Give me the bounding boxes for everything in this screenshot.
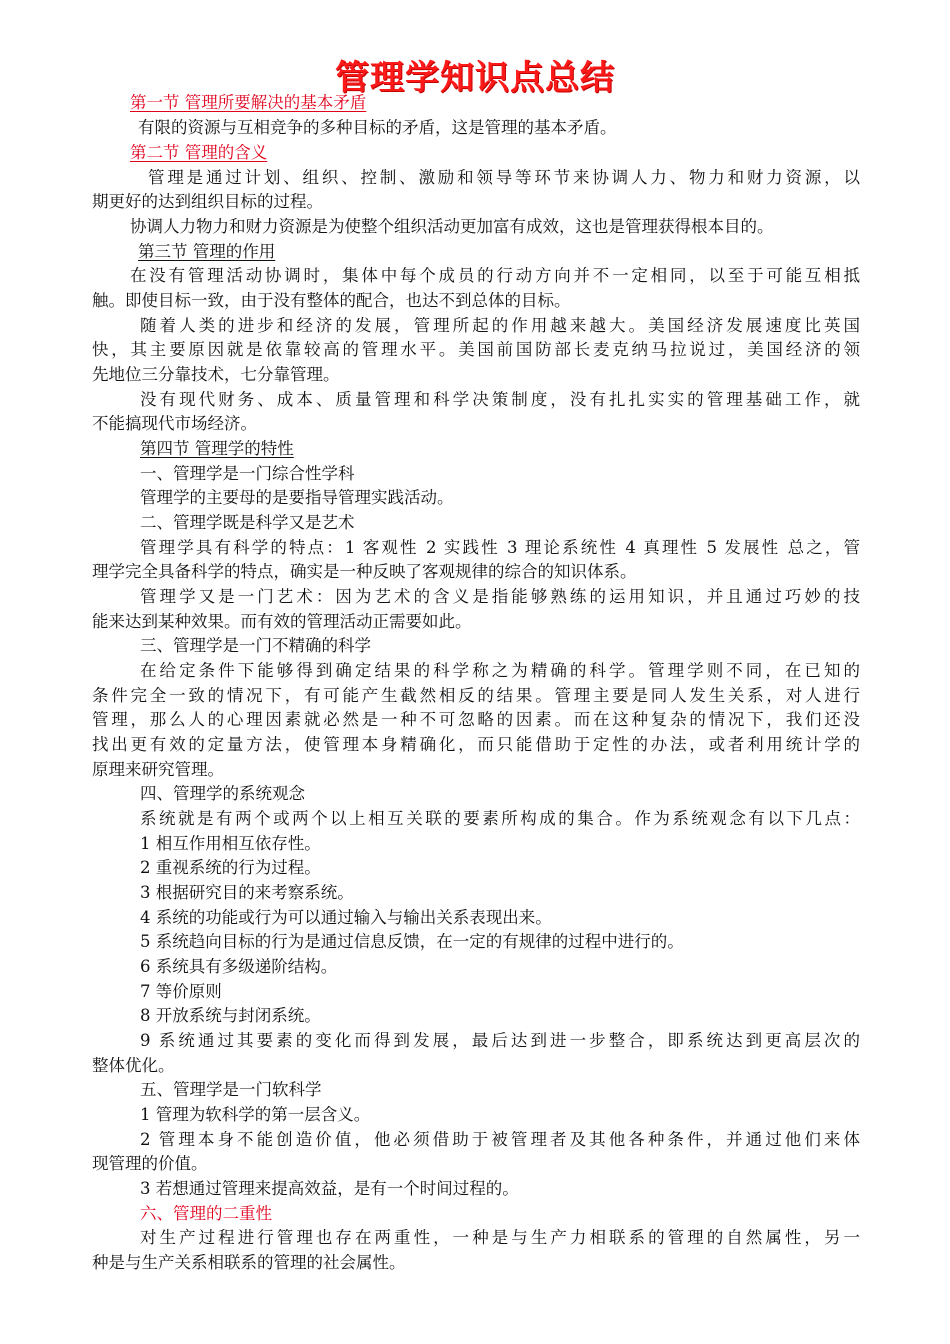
paragraph-line: 找出更有效的定量方法，使管理本身精确化，而只能借助于定性的办法，或者利用统计学的 xyxy=(92,735,860,754)
paragraph-line: 一、管理学是一门综合性学科 xyxy=(140,464,355,483)
paragraph-line: 没有现代财务、成本、质量管理和科学决策制度，没有扎扎实实的管理基础工作，就 xyxy=(140,390,860,409)
paragraph-line: 期更好的达到组织目标的过程。 xyxy=(92,192,323,211)
paragraph-line: 3 若想通过管理来提高效益，是有一个时间过程的。 xyxy=(140,1179,519,1198)
section-heading: 第四节 管理学的特性 xyxy=(140,439,294,458)
paragraph-line: 1 管理为软科学的第一层含义。 xyxy=(140,1105,371,1124)
section-heading: 六、管理的二重性 xyxy=(140,1204,272,1223)
paragraph-line: 8 开放系统与封闭系统。 xyxy=(140,1006,321,1025)
paragraph-line: 7 等价原则 xyxy=(140,982,222,1001)
paragraph-line: 能来达到某种效果。而有效的管理活动正需要如此。 xyxy=(92,612,472,631)
paragraph-line: 先地位三分靠技术，七分靠管理。 xyxy=(92,365,340,384)
paragraph-line: 2 重视系统的行为过程。 xyxy=(140,858,321,877)
paragraph-line: 4 系统的功能或行为可以通过输入与输出关系表现出来。 xyxy=(140,908,552,927)
paragraph-line: 随着人类的进步和经济的发展，管理所起的作用越来越大。美国经济发展速度比英国 xyxy=(140,316,860,335)
section-heading: 第一节 管理所要解决的基本矛盾 xyxy=(130,93,367,112)
paragraph-line: 6 系统具有多级递阶结构。 xyxy=(140,957,338,976)
paragraph-line: 有限的资源与互相竞争的多种目标的矛盾，这是管理的基本矛盾。 xyxy=(138,118,617,137)
paragraph-line: 快，其主要原因就是依靠较高的管理水平。美国前国防部长麦克纳马拉说过，美国经济的领 xyxy=(92,340,860,359)
paragraph-line: 种是与生产关系相联系的管理的社会属性。 xyxy=(92,1253,406,1272)
page-title: 管理学知识点总结 xyxy=(335,58,615,98)
paragraph-line: 五、管理学是一门软科学 xyxy=(140,1080,322,1099)
paragraph-line: 管理，那么人的心理因素就必然是一种不可忽略的因素。而在这种复杂的情况下，我们还没 xyxy=(92,710,860,729)
paragraph-line: 2 管理本身不能创造价值，他必须借助于被管理者及其他各种条件，并通过他们来体 xyxy=(140,1130,860,1149)
paragraph-line: 原理来研究管理。 xyxy=(92,760,224,779)
paragraph-line: 理学完全具备科学的特点，确实是一种反映了客观规律的综合的知识体系。 xyxy=(92,562,637,581)
paragraph-line: 触。即使目标一致，由于没有整体的配合，也达不到总体的目标。 xyxy=(92,291,571,310)
paragraph-line: 1 相互作用相互依存性。 xyxy=(140,834,321,853)
paragraph-line: 对生产过程进行管理也存在两重性，一种是与生产力相联系的管理的自然属性，另一 xyxy=(140,1228,860,1247)
paragraph-line: 管理学又是一门艺术：因为艺术的含义是指能够熟练的运用知识，并且通过巧妙的技 xyxy=(140,587,860,606)
paragraph-line: 5 系统趋向目标的行为是通过信息反馈，在一定的有规律的过程中进行的。 xyxy=(140,932,684,951)
paragraph-line: 管理是通过计划、组织、控制、激励和领导等环节来协调人力、物力和财力资源，以 xyxy=(148,168,860,187)
paragraph-line: 整体优化。 xyxy=(92,1056,175,1075)
paragraph-line: 二、管理学既是科学又是艺术 xyxy=(140,513,355,532)
paragraph-line: 3 根据研究目的来考察系统。 xyxy=(140,883,354,902)
paragraph-line: 四、管理学的系统观念 xyxy=(140,784,305,803)
paragraph-line: 9 系统通过其要素的变化而得到发展，最后达到进一步整合，即系统达到更高层次的 xyxy=(140,1031,860,1050)
paragraph-line: 三、管理学是一门不精确的科学 xyxy=(140,636,371,655)
paragraph-line: 在没有管理活动协调时，集体中每个成员的行动方向并不一定相同，以至于可能互相抵 xyxy=(130,266,860,285)
paragraph-line: 协调人力物力和财力资源是为使整个组织活动更加富有成效，这也是管理获得根本目的。 xyxy=(130,217,774,236)
paragraph-line: 现管理的价值。 xyxy=(92,1154,208,1173)
paragraph-line: 管理学的主要母的是要指导管理实践活动。 xyxy=(140,488,454,507)
paragraph-line: 条件完全一致的情况下，有可能产生截然相反的结果。管理主要是同人发生关系，对人进行 xyxy=(92,686,860,705)
paragraph-line: 系统就是有两个或两个以上相互关联的要素所构成的集合。作为系统观念有以下几点： xyxy=(140,809,860,828)
section-heading: 第三节 管理的作用 xyxy=(138,242,276,261)
paragraph-line: 管理学具有科学的特点：1 客观性 2 实践性 3 理论系统性 4 真理性 5 发展性 总之，管 xyxy=(140,538,860,557)
section-heading: 第二节 管理的含义 xyxy=(130,143,268,162)
paragraph-line: 不能搞现代市场经济。 xyxy=(92,414,257,433)
paragraph-line: 在给定条件下能够得到确定结果的科学称之为精确的科学。管理学则不同，在已知的 xyxy=(140,661,860,680)
